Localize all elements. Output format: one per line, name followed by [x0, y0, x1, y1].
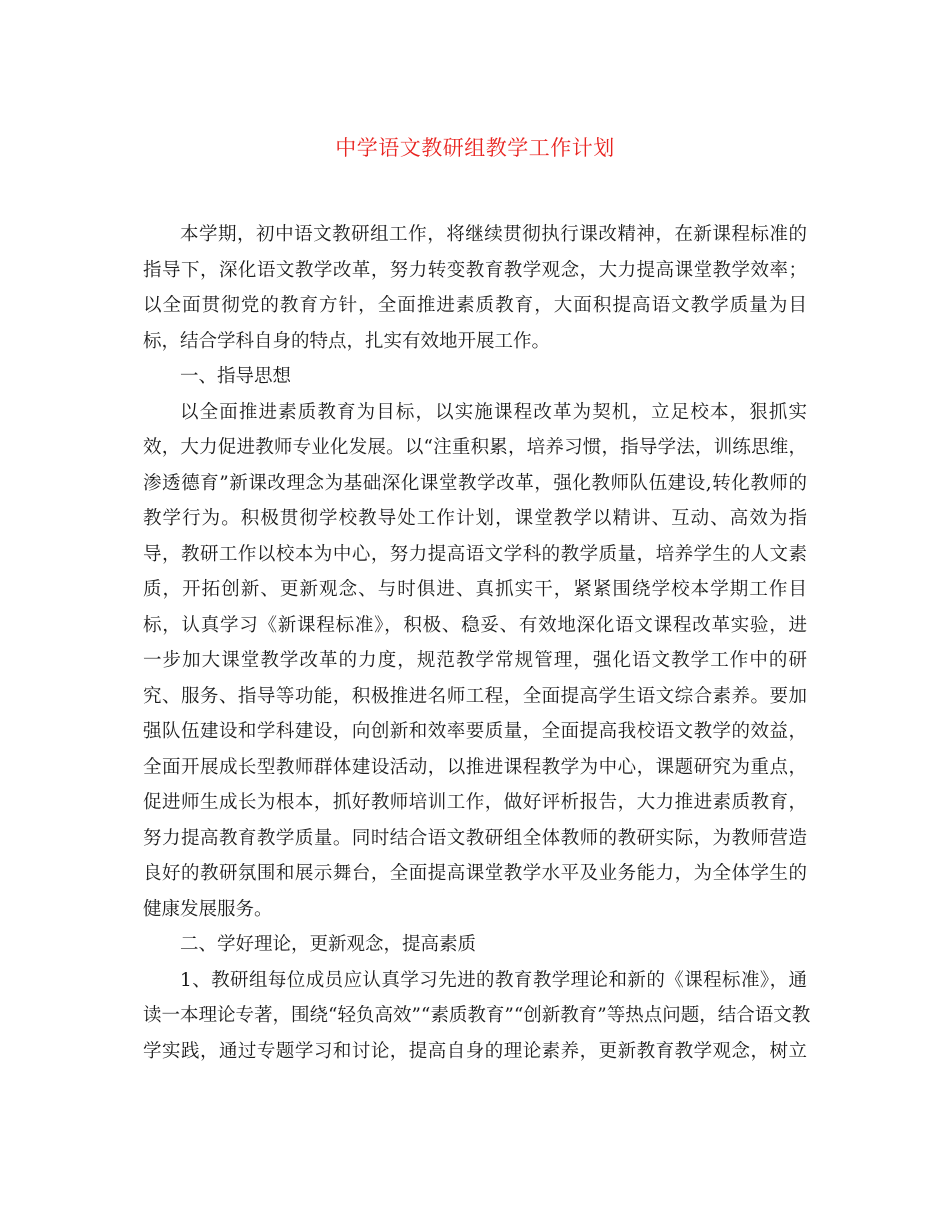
text-line: 读一本理论专著，围绕“轻负高效”“素质教育”“创新教育”等热点问题，结合语文教: [143, 1005, 811, 1026]
text-line: 良好的教研氛围和展示舞台，全面提高课堂教学水平及业务能力，为全体学生的: [143, 863, 807, 884]
text-line: 努力提高教育教学质量。同时结合语文教研组全体教师的教研实际，为教师营造: [143, 827, 807, 849]
text-line: 究、服务、指导等功能，积极推进名师工程，全面提高学生语文综合素养。要加: [143, 685, 807, 707]
text-line: 促进师生成长为根本，抓好教师培训工作，做好评析报告，大力推进素质教育，: [143, 792, 807, 813]
text-line: 以全面贯彻党的教育方针，全面推进素质教育，大面积提高语文教学质量为目: [143, 295, 807, 316]
text-line: 1、教研组每位成员应认真学习先进的教育教学理论和新的《课程标准》，通: [180, 969, 807, 991]
text-line: 教学行为。积极贯彻学校教导处工作计划，课堂教学以精讲、互动、高效为指: [143, 508, 807, 529]
text-line: 标，认真学习《新课程标准》，积极、稳妥、有效地深化语文课程改革实验，进: [143, 614, 807, 636]
text-line: 一、指导思想: [180, 366, 292, 387]
text-line: 一步加大课堂教学改革的力度，规范教学常规管理，强化语文教学工作中的研: [143, 650, 807, 671]
text-line: 二、学好理论，更新观念，提高素质: [180, 934, 477, 955]
document-title: 中学语文教研组教学工作计划: [335, 136, 615, 160]
text-line: 效，大力促进教师专业化发展。以“注重积累，培养习惯，指导学法，训练思维，: [143, 437, 807, 458]
text-line: 健康发展服务。: [143, 898, 273, 920]
text-line: 质，开拓创新、更新观念、与时俱进、真抓实干，紧紧围绕学校本学期工作目: [143, 579, 807, 600]
text-line: 本学期，初中语文教研组工作，将继续贯彻执行课改精神，在新课程标准的: [180, 224, 807, 245]
text-line: 全面开展成长型教师群体建设活动，以推进课程教学为中心，课题研究为重点，: [143, 756, 807, 778]
text-line: 导，教研工作以校本为中心，努力提高语文学科的教学质量，培养学生的人文素: [143, 543, 807, 565]
document-body: [143, 217, 811, 1069]
text-line: 标，结合学科自身的特点，扎实有效地开展工作。: [143, 330, 551, 352]
text-line: 强队伍建设和学科建设，向创新和效率要质量，全面提高我校语文教学的效益，: [143, 721, 807, 742]
text-line: 学实践，通过专题学习和讨论，提高自身的理论素养，更新教育教学观念，树立: [143, 1040, 807, 1062]
text-line: 指导下，深化语文教学改革，努力转变教育教学观念，大力提高课堂教学效率；: [143, 259, 807, 281]
text-line: 渗透德育”新课改理念为基础深化课堂教学改革，强化教师队伍建设,转化教师的: [143, 472, 807, 494]
text-line: 以全面推进素质教育为目标，以实施课程改革为契机，立足校本，狠抓实: [180, 401, 807, 423]
